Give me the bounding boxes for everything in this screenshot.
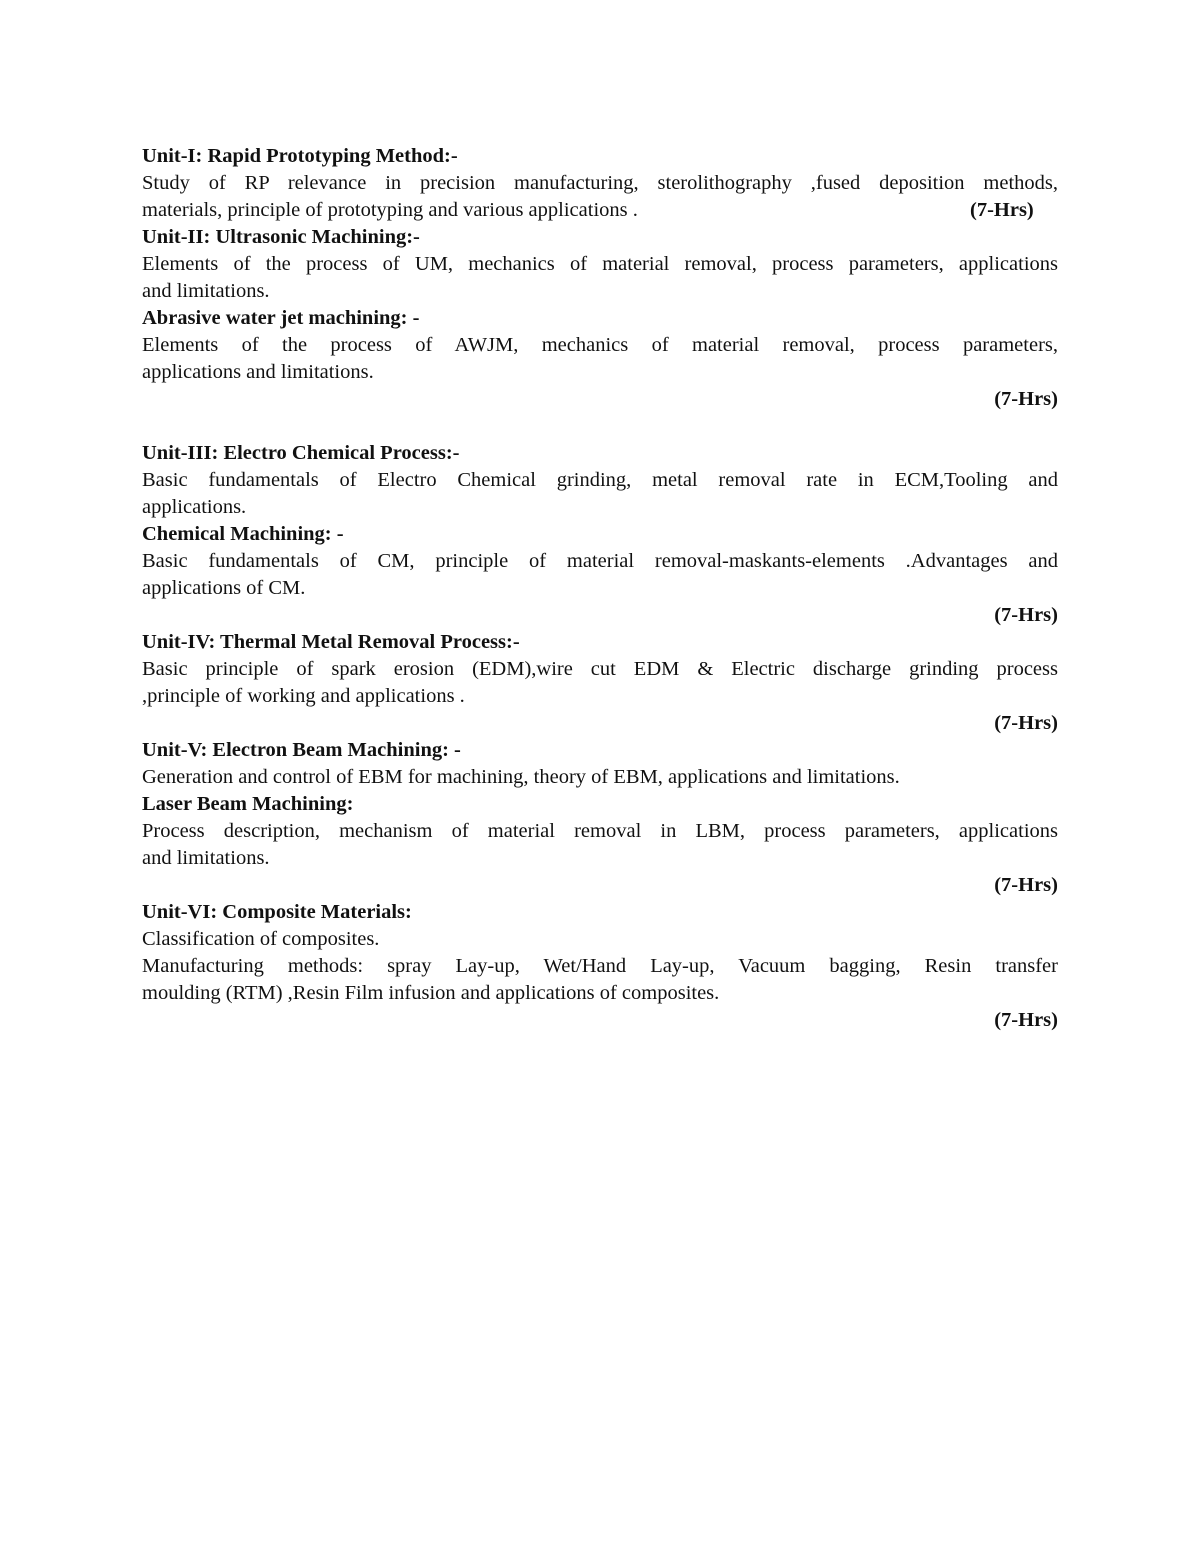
unit-4-hours: (7-Hrs) <box>994 712 1058 734</box>
unit-6-line-2: Manufacturing methods: spray Lay-up, Wet/Hand Lay-up, Vacuum bagging, Resin transfer <box>142 955 1058 977</box>
unit-5-sub-line-2: and limitations. <box>142 847 270 869</box>
unit-4-title: Unit-IV: Thermal Metal Removal Process:- <box>142 631 520 653</box>
unit-6-line-1: Classification of composites. <box>142 928 380 950</box>
unit-5-line-1: Generation and control of EBM for machining, theory of EBM, applications and limitations. <box>142 766 900 788</box>
unit-5-hours: (7-Hrs) <box>994 874 1058 896</box>
unit-1-title: Unit-I: Rapid Prototyping Method:- <box>142 145 458 167</box>
unit-3-hours: (7-Hrs) <box>994 604 1058 626</box>
unit-4-line-1: Basic principle of spark erosion (EDM),wire cut EDM & Electric discharge grinding process <box>142 658 1058 680</box>
unit-2-hours: (7-Hrs) <box>994 388 1058 410</box>
unit-3-sub-line-2: applications of CM. <box>142 577 306 599</box>
unit-2-sub-line-1: Elements of the process of AWJM, mechanics of material removal, process parameters, <box>142 334 1058 356</box>
unit-6-line-3: moulding (RTM) ,Resin Film infusion and applications of composites. <box>142 982 720 1004</box>
unit-1-line-2: materials, principle of prototyping and various applications . <box>142 199 638 221</box>
unit-1-line-1: Study of RP relevance in precision manufacturing, sterolithography ,fused deposition methods, <box>142 172 1058 194</box>
unit-2-line-1: Elements of the process of UM, mechanics of material removal, process parameters, applications <box>142 253 1058 275</box>
unit-3-sub-line-1: Basic fundamentals of CM, principle of material removal-maskants-elements .Advantages and <box>142 550 1058 572</box>
unit-2-title: Unit-II: Ultrasonic Machining:- <box>142 226 420 248</box>
unit-3-title: Unit-III: Electro Chemical Process:- <box>142 442 460 464</box>
unit-5-subtitle: Laser Beam Machining: <box>142 793 354 815</box>
unit-3-line-1: Basic fundamentals of Electro Chemical grinding, metal removal rate in ECM,Tooling and <box>142 469 1058 491</box>
unit-2-subtitle: Abrasive water jet machining: - <box>142 307 420 329</box>
unit-4-line-2: ,principle of working and applications . <box>142 685 465 707</box>
unit-2-line-2: and limitations. <box>142 280 270 302</box>
unit-6-hours: (7-Hrs) <box>994 1009 1058 1031</box>
unit-5-sub-line-1: Process description, mechanism of material removal in LBM, process parameters, applications <box>142 820 1058 842</box>
unit-3-subtitle: Chemical Machining: - <box>142 523 344 545</box>
unit-5-title: Unit-V: Electron Beam Machining: - <box>142 739 461 761</box>
unit-6-title: Unit-VI: Composite Materials: <box>142 901 412 923</box>
unit-2-sub-line-2: applications and limitations. <box>142 361 374 383</box>
unit-1-hours: (7-Hrs) <box>970 199 1034 221</box>
unit-3-line-2: applications. <box>142 496 247 518</box>
